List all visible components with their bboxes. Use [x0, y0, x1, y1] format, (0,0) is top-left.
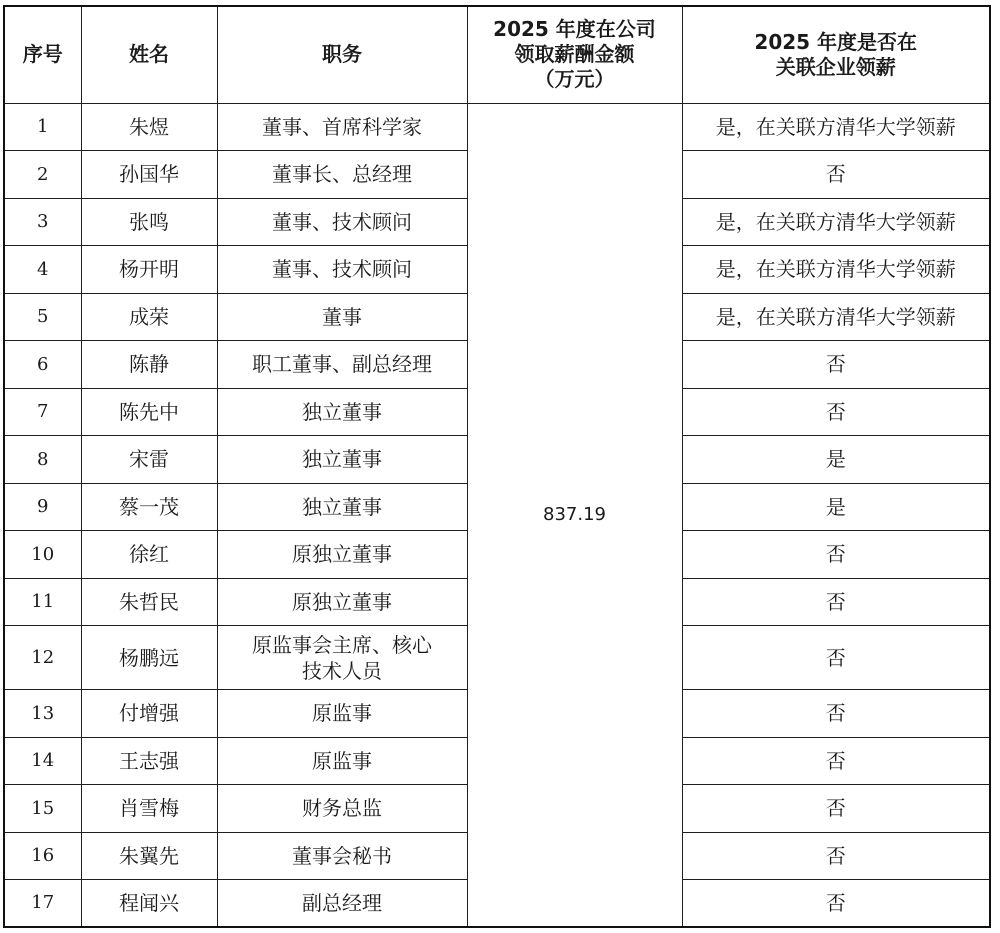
row-name: 朱煜	[81, 103, 217, 151]
row-index: 11	[4, 578, 81, 626]
row-index: 10	[4, 531, 81, 579]
row-name: 成荣	[81, 293, 217, 341]
row-index: 4	[4, 246, 81, 294]
row-related: 否	[682, 341, 990, 389]
row-name: 程闻兴	[81, 880, 217, 928]
row-index: 17	[4, 880, 81, 928]
row-index: 9	[4, 483, 81, 531]
row-related: 否	[682, 880, 990, 928]
row-position: 董事	[217, 293, 467, 341]
row-name: 徐红	[81, 531, 217, 579]
row-related: 是	[682, 483, 990, 531]
row-name: 付增强	[81, 690, 217, 738]
row-name: 陈先中	[81, 388, 217, 436]
row-index: 3	[4, 198, 81, 246]
header-name: 姓名	[81, 6, 217, 103]
row-name: 陈静	[81, 341, 217, 389]
row-index: 7	[4, 388, 81, 436]
row-index: 5	[4, 293, 81, 341]
row-related: 否	[682, 626, 990, 690]
row-name: 肖雪梅	[81, 785, 217, 833]
row-name: 孙国华	[81, 151, 217, 199]
row-related: 是	[682, 436, 990, 484]
row-related: 是，在关联方清华大学领薪	[682, 246, 990, 294]
row-related: 否	[682, 578, 990, 626]
row-index: 6	[4, 341, 81, 389]
row-name: 杨鹏远	[81, 626, 217, 690]
row-related: 否	[682, 531, 990, 579]
header-salary-line1: 2025 年度在公司	[493, 17, 656, 42]
header-salary-line3: （万元）	[534, 67, 615, 92]
row-position: 原独立董事	[217, 531, 467, 579]
header-index: 序号	[4, 6, 81, 103]
row-position: 副总经理	[217, 880, 467, 928]
header-position: 职务	[217, 6, 467, 103]
row-position: 董事长、总经理	[217, 151, 467, 199]
row-position: 职工董事、副总经理	[217, 341, 467, 389]
row-position: 原监事	[217, 737, 467, 785]
compensation-table	[3, 5, 991, 928]
row-name: 王志强	[81, 737, 217, 785]
row-index: 16	[4, 832, 81, 880]
row-index: 2	[4, 151, 81, 199]
row-name: 杨开明	[81, 246, 217, 294]
row-index: 13	[4, 690, 81, 738]
row-name: 蔡一茂	[81, 483, 217, 531]
row-name: 朱哲民	[81, 578, 217, 626]
header-related-line2: 关联企业领薪	[775, 54, 896, 79]
row-position: 独立董事	[217, 483, 467, 531]
row-related: 否	[682, 737, 990, 785]
header-salary	[467, 6, 682, 103]
row-name: 宋雷	[81, 436, 217, 484]
row-position: 董事、技术顾问	[217, 246, 467, 294]
row-related: 是，在关联方清华大学领薪	[682, 198, 990, 246]
row-related: 否	[682, 388, 990, 436]
row-position-line2: 技术人员	[302, 658, 382, 683]
row-related: 是，在关联方清华大学领薪	[682, 293, 990, 341]
table-row	[4, 103, 990, 151]
row-index: 14	[4, 737, 81, 785]
row-position: 独立董事	[217, 388, 467, 436]
row-position: 原监事	[217, 690, 467, 738]
header-salary-line2: 领取薪酬金额	[514, 42, 635, 67]
header-row	[4, 6, 990, 103]
row-related: 是，在关联方清华大学领薪	[682, 103, 990, 151]
row-position: 原独立董事	[217, 578, 467, 626]
row-index: 1	[4, 103, 81, 151]
row-position	[217, 626, 467, 690]
row-position: 董事、技术顾问	[217, 198, 467, 246]
row-related: 否	[682, 690, 990, 738]
row-related: 否	[682, 832, 990, 880]
row-position: 董事、首席科学家	[217, 103, 467, 151]
header-related-line1: 2025 年度是否在	[754, 29, 918, 54]
row-position-line1: 原监事会主席、核心	[252, 632, 432, 657]
row-name: 朱翼先	[81, 832, 217, 880]
row-name: 张鸣	[81, 198, 217, 246]
row-position: 董事会秘书	[217, 832, 467, 880]
row-index: 12	[4, 626, 81, 690]
compensation-table-container	[3, 5, 991, 928]
row-index: 8	[4, 436, 81, 484]
row-related: 否	[682, 151, 990, 199]
row-position: 财务总监	[217, 785, 467, 833]
total-salary-cell: 837.19	[467, 103, 682, 927]
row-index: 15	[4, 785, 81, 833]
row-position: 独立董事	[217, 436, 467, 484]
row-related: 否	[682, 785, 990, 833]
header-related	[682, 6, 990, 103]
